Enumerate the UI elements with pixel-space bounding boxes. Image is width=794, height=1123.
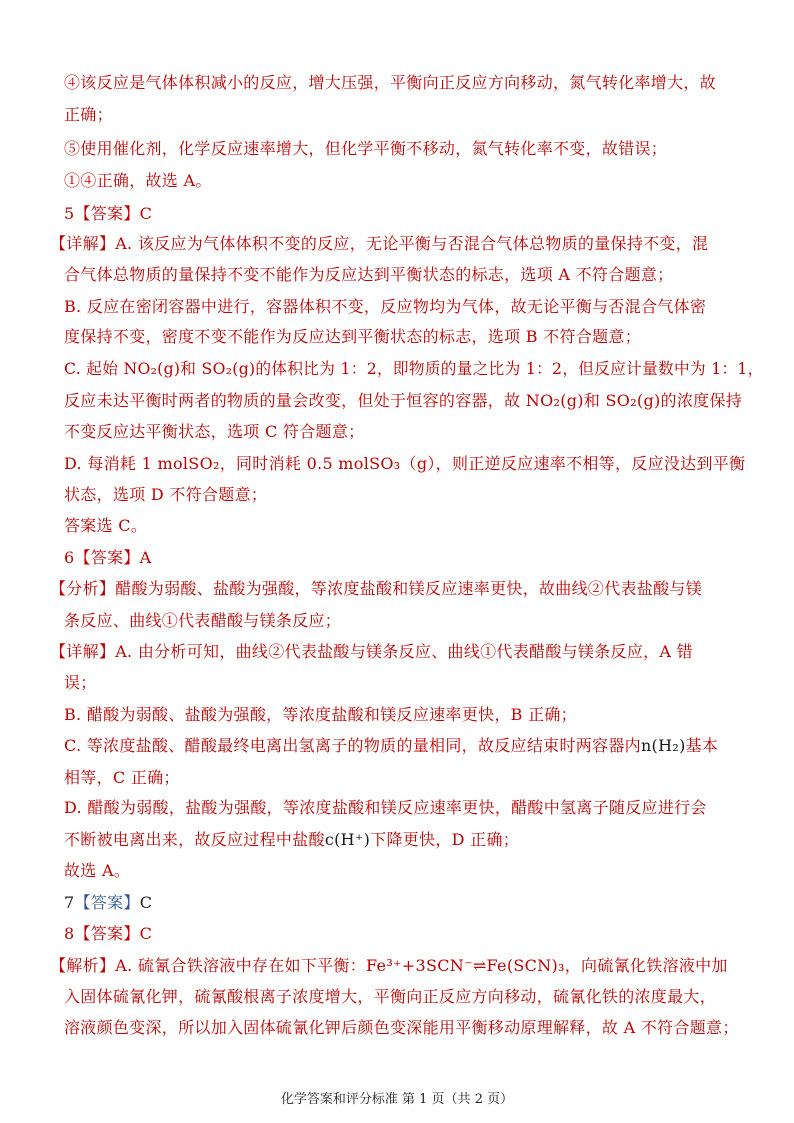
text-span: c(H⁺) — [324, 830, 371, 849]
text-line — [64, 297, 706, 317]
text-line — [64, 987, 716, 1007]
text-line — [64, 422, 364, 442]
text-span: 答案选 C。 — [64, 516, 148, 535]
text-line — [64, 705, 577, 725]
text-span: D. 每消耗 1 molSO₂，同时消耗 0.5 molSO₃（g），则正逆反应速率不相等，反应没达到平衡 — [64, 454, 746, 473]
text-line — [64, 1018, 739, 1038]
text-line — [64, 861, 130, 881]
text-span: 基本 — [685, 736, 719, 755]
text-span: 条反应、曲线①代表醋酸与镁条反应； — [64, 611, 342, 630]
text-line — [64, 204, 152, 224]
text-line — [64, 516, 147, 536]
page-footer: 化学答案和评分标准 第 1 页（共 2 页） — [280, 1092, 514, 1107]
text-span: 溶液颜色变深，所以加入固体硫氰化钾后颜色变深能用平衡移动原理解释，故 A 不符合题意； — [64, 1018, 739, 1037]
text-line — [64, 485, 267, 505]
text-span: B. 反应在密闭容器中进行，容器体积不变，反应物均为气体，故无论平衡与否混合气体密 — [64, 297, 707, 316]
text-line — [64, 454, 745, 474]
text-line — [50, 234, 708, 254]
text-span: ①④正确，故选 A。 — [64, 171, 212, 190]
text-span: n(H₂) — [640, 736, 686, 755]
text-span: C — [139, 893, 153, 912]
text-line — [64, 611, 341, 631]
text-line — [64, 73, 716, 93]
text-line — [64, 139, 667, 159]
text-span: 正确； — [64, 105, 113, 124]
text-span: D. 醋酸为弱酸，盐酸为强酸，等浓度盐酸和镁反应速率更快，醋酸中氢离子随反应进行会 — [64, 798, 707, 817]
text-span: 【分析】醋酸为弱酸、盐酸为强酸，等浓度盐酸和镁反应速率更快，故曲线②代表盐酸与镁 — [50, 579, 703, 598]
text-span: 下降更快，D 正确； — [370, 830, 520, 849]
text-span: 6【答案】A — [64, 548, 152, 567]
text-span: ④该反应是气体体积减小的反应，增大压强，平衡向正反应方向移动，氮气转化率增大，故 — [64, 73, 717, 92]
text-span: C. 等浓度盐酸、醋酸最终电离出氢离子的物质的量相同，故反应结束时两容器内 — [64, 736, 641, 755]
text-line — [64, 105, 113, 125]
text-span: 【详解】A. 该反应为气体体积不变的反应，无论平衡与否混合气体总物质的量保持不变，混 — [50, 234, 709, 253]
text-line — [50, 956, 728, 976]
text-span: 【详解】A. 由分析可知，曲线②代表盐酸与镁条反应、曲线①代表醋酸与镁条反应，A 错 — [50, 642, 693, 661]
text-line — [64, 924, 152, 944]
text-span: 度保持不变，密度不变不能作为反应达到平衡状态的标志，选项 B 不符合题意； — [64, 327, 642, 346]
text-line — [64, 673, 97, 693]
text-span: 故选 A。 — [64, 861, 131, 880]
text-line — [64, 893, 152, 913]
text-span: 【解析】A. 硫氰合铁溶液中存在如下平衡：Fe³⁺+3SCN⁻⇌Fe(SCN)₃，向硫氰化铁溶液中加 — [50, 956, 728, 975]
text-span: ⑤使用催化剂，化学反应速率增大，但化学平衡不移动，氮气转化率不变，故错误； — [64, 139, 668, 158]
text-line — [64, 798, 707, 818]
text-line — [64, 391, 742, 411]
text-span: 不变反应达平衡状态，选项 C 符合题意； — [64, 422, 365, 441]
text-span: 误； — [64, 673, 97, 692]
text-span: B. 醋酸为弱酸、盐酸为强酸，等浓度盐酸和镁反应速率更快，B 正确； — [64, 705, 577, 724]
text-span: 相等，C 正确； — [64, 768, 180, 787]
text-line — [64, 768, 180, 788]
text-span: 不断被电离出来，故反应过程中盐酸 — [64, 830, 325, 849]
text-line — [64, 265, 673, 285]
text-span: 入固体硫氰化钾，硫氰酸根离子浓度增大，平衡向正反应方向移动，硫氰化铁的浓度最大， — [64, 987, 717, 1006]
text-span: 合气体总物质的量保持不变不能作为反应达到平衡状态的标志，选项 A 不符合题意； — [64, 265, 674, 284]
text-line — [64, 359, 764, 379]
text-span: 状态，选项 D 不符合题意； — [64, 485, 268, 504]
text-span: 5【答案】C — [64, 204, 153, 223]
text-line — [64, 736, 718, 756]
text-span: 8【答案】C — [64, 924, 153, 943]
text-line — [50, 579, 702, 599]
text-line — [64, 327, 641, 347]
text-line — [64, 548, 152, 568]
text-span: 【答案】 — [74, 893, 140, 912]
text-line — [64, 830, 519, 850]
text-line — [50, 642, 693, 662]
text-span: C. 起始 NO₂(g)和 SO₂(g)的体积比为 1：2，即物质的量之比为 1：2，但反应计量数中为 1：1， — [64, 359, 764, 378]
text-span: 反应未达平衡时两者的物质的量会改变，但处于恒容的容器，故 NO₂(g)和 SO₂(g)的浓度保持 — [64, 391, 743, 410]
text-span: 7 — [64, 893, 75, 912]
text-line — [64, 171, 212, 191]
